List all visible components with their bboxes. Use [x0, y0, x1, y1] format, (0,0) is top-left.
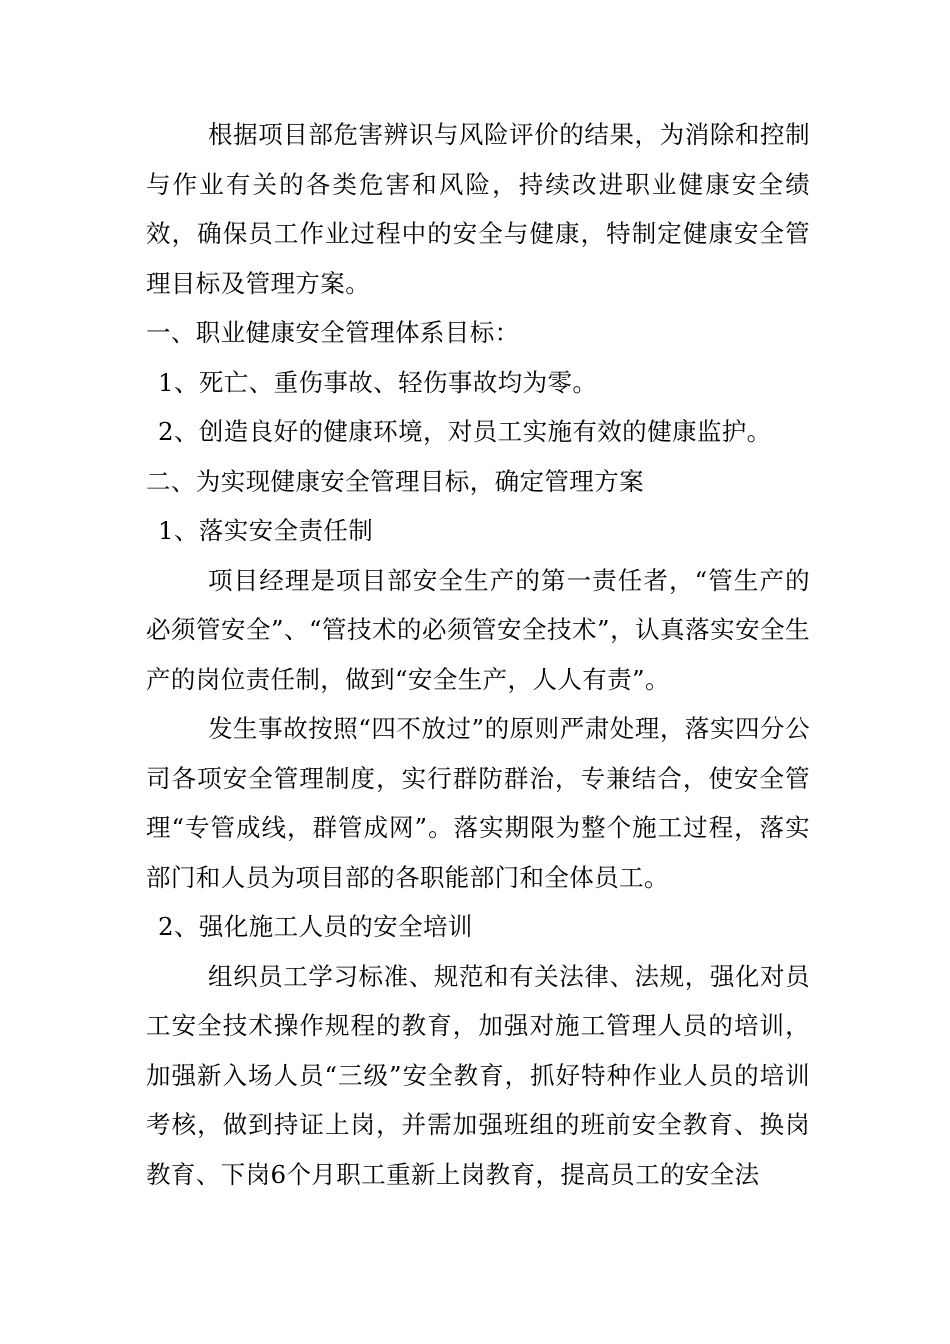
document-body [146, 110, 810, 1199]
subsection-heading-1: 1、落实安全责任制 [158, 516, 374, 545]
body-paragraph-training: 组织员工学习标准、规范和有关法律、法规，强化对员工安全技术操作规程的教育，加强对施工管理人员的培训，加强新入场人员“三级”安全教育，抓好特种作业人员的培训考核，做到持证上岗，并需加强班组的班前安全教育、换岗教育、下岗6个月职工重新上岗教育，提高员工的安全法 [146, 961, 810, 1189]
intro-paragraph: 根据项目部危害辨识与风险评价的结果，为消除和控制与作业有关的各类危害和风险，持续改进职业健康安全绩效，确保员工作业过程中的安全与健康，特制定健康安全管理目标及管理方案。 [146, 120, 810, 298]
section-heading-1: 一、职业健康安全管理体系目标： [146, 318, 520, 347]
goal-item-1: 1、死亡、重伤事故、轻伤事故均为零。 [158, 367, 598, 397]
section-heading-2: 二、为实现健康安全管理目标，确定管理方案 [146, 466, 644, 496]
subsection-heading-2: 2、强化施工人员的安全培训 [158, 912, 473, 941]
body-paragraph-responsibility: 项目经理是项目部安全生产的第一责任者，“管生产的必须管安全”、“管技术的必须管安全技术”，认真落实安全生产的岗位责任制，做到“安全生产，人人有责”。 [146, 565, 810, 694]
body-paragraph-accident-handling: 发生事故按照“四不放过”的原则严肃处理，落实四分公司各项安全管理制度，实行群防群治，专兼结合，使安全管理“专管成线，群管成网”。落实期限为整个施工过程，落实部门和人员为项目部的各职能部门和全体员工。 [146, 714, 810, 892]
goal-item-2: 2、创造良好的健康环境，对员工实施有效的健康监护。 [158, 417, 772, 446]
